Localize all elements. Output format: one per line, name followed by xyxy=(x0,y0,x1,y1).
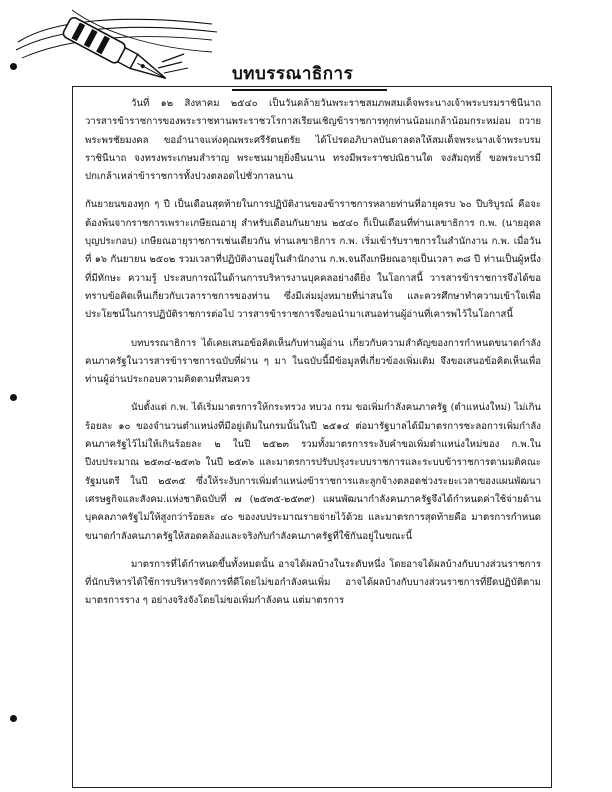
editorial-body xyxy=(85,95,541,611)
margin-bullet-middle xyxy=(10,394,17,401)
paragraph-1: วันที่ ๑๒ สิงหาคม ๒๕๔๐ เป็นวันคล้ายวันพระราชสมภพสมเด็จพระนางเจ้าพระบรมราชินีนาถ วารสารข้าราชการของพระราชทานพระราชวโรกาสเรียนเชิญข้าราชการทุกท่านน้อมเกล้าน้อมกระหม่อม ถวายพระพรชัยมงคล ขออำนาจแห่งคุณพระศรีรัตนตรัย ได้โปรดอภิบาลบันดาลดลให้สมเด็จพระนางเจ้าพระบรมราชินีนาถ จงทรงพระเกษมสำราญ พระชนมายุยิ่งยืนนาน ทรงมีพระราชปณิธานใด จงสัมฤทธิ์ ขอพระบารมีปกเกล้าเหล่าข้าราชการทั้งปวงตลอดไปชั่วกาลนาน xyxy=(85,98,542,183)
paragraph-3: บทบรรณาธิการ ได้เคยเสนอข้อคิดเห็นกับท่านผู้อ่าน เกี่ยวกับความสำคัญของการกำหนดขนาดกำลังคนภาครัฐในวารสารข้าราชการฉบับที่ผ่าน ๆ มา ในฉบับนี้มีข้อมูลที่เกี่ยวข้องเพิ่มเติม จึงขอเสนอข้อคิดเห็นเพื่อท่านผู้อ่านประกอบความคิดตามที่สมควร xyxy=(85,337,541,386)
paragraph-5: มาตรการที่ได้กำหนดขึ้นทั้งหมดนั้น อาจได้ผลบ้างในระดับหนึ่ง โดยอาจได้ผลบ้างกับบางส่วนราชการที่นักบริหารได้ใช้การบริหารจัดการที่ดีโดยไม่ขอกำลังคนเพิ่ม อาจได้ผลบ้างกับบางส่วนราชการที่ยึดปฏิบัติตามมาตรการราง ๆ อย่างจริงจังโดยไม่ขอเพิ่มกำลังคน แต่มาตรการ xyxy=(85,558,541,607)
paragraph-4: นับตั้งแต่ ก.พ. ได้เริ่มมาตรการให้กระทรวง ทบวง กรม ขอเพิ่มกำลังคนภาครัฐ (ตำแหน่งใหม่) ไม่เกินร้อยละ ๑๐ ของจำนวนตำแหน่งที่มีอยู่เดิมในกรมนั้นในปี ๒๕๑๔ ต่อมารัฐบาลได้มีมาตรการชะลอการเพิ่มกำลังคนภาครัฐไว้ไม่ให้เกินร้อยละ ๒ ในปี ๒๕๒๓ รวมทั้งมาตรการระงับคำขอเพิ่มตำแหน่งใหม่ของ ก.พ.ในปีงบประมาณ ๒๕๓๔-๒๕๓๖ ในปี ๒๕๓๖ และมาตรการปรับปรุงระบบราชการและระบบข้าราชการตามมติคณะรัฐมนตรี ในปี ๒๕๓๕ ซึ่งให้ระงับการเพิ่มตำแหน่งข้าราชการและลูกจ้างตลอดช่วงระยะเวลาของแผนพัฒนาเศรษฐกิจและสังคม.แห่งชาติฉบับที่ ๗ (๒๕๓๕-๒๕๓๙) แผนพัฒนากำลังคนภาครัฐจึงได้กำหนดค่าใช้จ่ายด้านบุคคลภาครัฐไม่ให้สูงกว่าร้อยละ ๔๐ ของงบประมาณรายจ่ายไว้ด้วย และมาตรการสุดท้ายคือ มาตรการกำหนดขนาดกำลังคนภาครัฐให้สอดคล้องและจริงกับกำลังคนภาครัฐที่ใช้กันอยู่ในขณะนี้ xyxy=(85,402,541,542)
editorial-frame xyxy=(72,86,552,788)
fountain-pen-logo-icon xyxy=(12,2,222,82)
paragraph-2: กันยายนของทุก ๆ ปี เป็นเดือนสุดท้ายในการปฏิบัติงานของข้าราชการหลายท่านที่อายุครบ ๖๐ ปีบริบูรณ์ คือจะต้องพ้นจากราชการเพราะเกษียณอายุ สำหรับเดือนกันยายน ๒๕๔๐ ก็เป็นเดือนที่ท่านเลขาธิการ ก.พ. (นายอุดล บุญประกอบ) เกษียณอายุราชการเช่นเดียวกัน ท่านเลขาธิการ ก.พ. เริ่มเข้ารับราชการในสำนักงาน ก.พ. เมื่อวันที่ ๑๖ กันยายน ๒๕๐๒ รวมเวลาที่ปฏิบัติงานอยู่ในสำนักงาน ก.พ.จนถึงเกษียณอายุเป็นเวลา ๓๘ ปี ท่านเป็นผู้หนึ่งที่มีทักษะ ความรู้ ประสบการณ์ในด้านการบริหารงานบุคคลอย่างดียิ่ง ในโอกาสนี้ วารสารข้าราชการจึงได้ขอทราบข้อคิดเห็นเกี่ยวกับเวลาราชการของท่าน ซึ่งมีเล่มมุ่งหมายที่น่าสนใจ และควรศึกษาทำความเข้าใจเพื่อประโยชน์ในการปฏิบัติราชการต่อไป วารสารข้าราชการจึงขอนำมาเสนอท่านผู้อ่านที่เคารพไว้ในโอกาสนี้ xyxy=(85,199,541,321)
margin-bullet-bottom xyxy=(10,715,17,722)
page-title: บทบรรณาธิการ xyxy=(232,64,354,84)
